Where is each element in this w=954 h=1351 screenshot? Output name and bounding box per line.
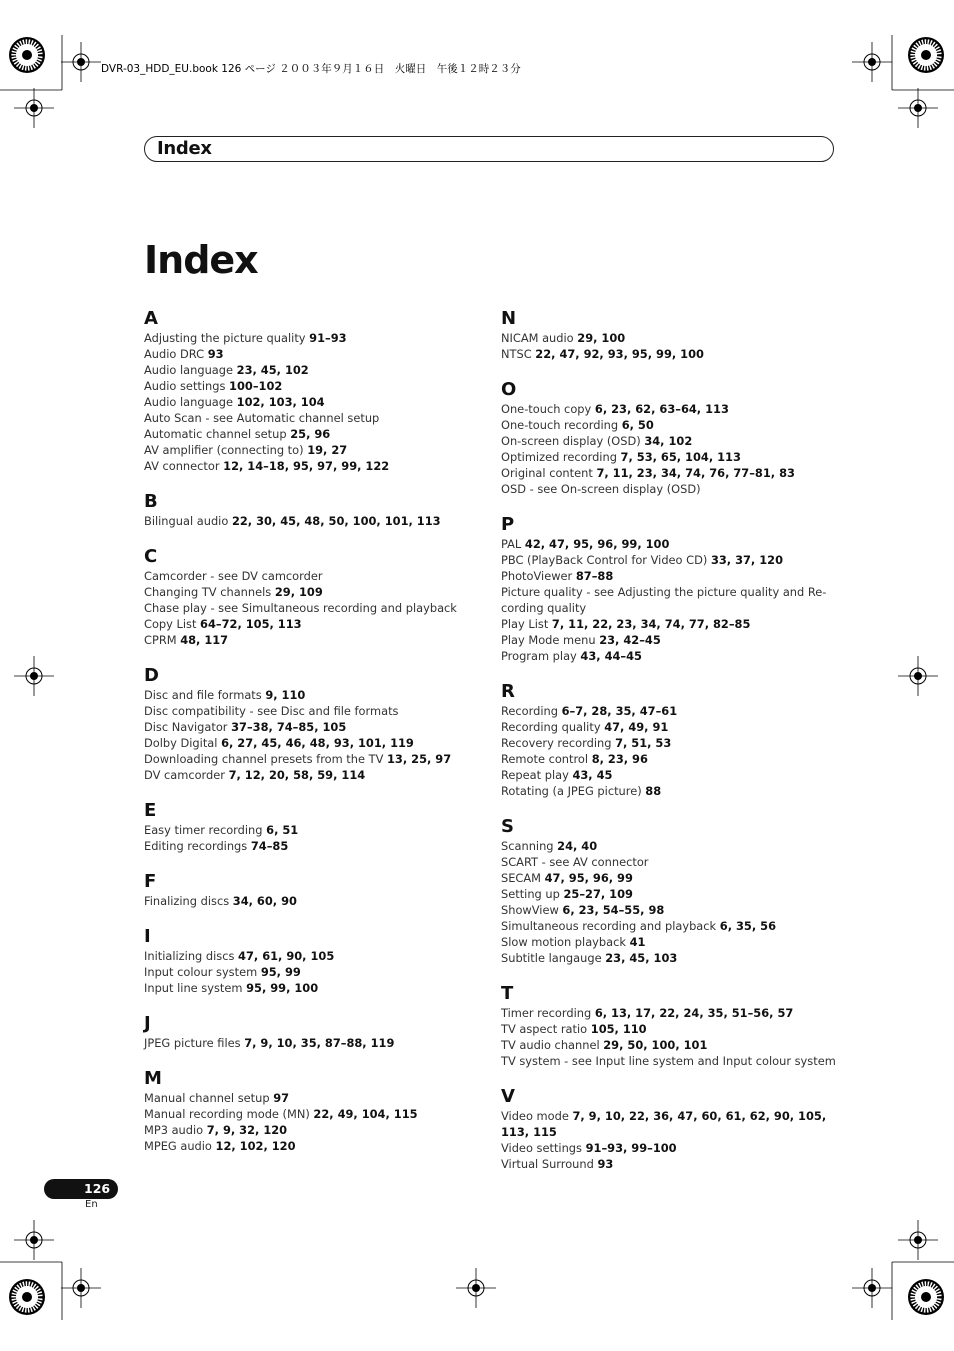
entry-term: Subtitle langauge xyxy=(501,951,606,965)
entry-term: Play Mode menu xyxy=(501,633,600,647)
index-entry xyxy=(501,1156,837,1172)
entry-pages: 87–88 xyxy=(575,569,614,583)
entry-pages: 43, 44–45 xyxy=(580,649,642,663)
entry-pages: 95, 99, 100 xyxy=(246,981,319,995)
entry-term: Rotating (a JPEG picture) xyxy=(501,784,646,798)
index-entry xyxy=(144,703,480,719)
entry-term: MPEG audio xyxy=(144,1139,216,1153)
entry-term: Input line system xyxy=(144,981,247,995)
index-entry xyxy=(144,1106,480,1122)
entry-pages: 22, 30, 45, 48, 50, 100, 101, 113 xyxy=(231,514,441,528)
index-entry xyxy=(501,854,837,870)
index-entry xyxy=(501,918,837,934)
section-header-title: Index xyxy=(157,138,212,159)
index-entry xyxy=(144,893,480,909)
section-letter: V xyxy=(501,1086,515,1107)
index-section-a xyxy=(144,308,480,474)
entry-pages: 6, 13, 17, 22, 24, 35, 51–56, 57 xyxy=(594,1006,794,1020)
entry-term: JPEG picture files xyxy=(144,1036,245,1050)
entry-pages: 6, 23, 62, 63–64, 113 xyxy=(594,402,729,416)
entry-pages: 22, 49, 104, 115 xyxy=(313,1107,418,1121)
index-entry xyxy=(144,568,480,584)
index-section-v xyxy=(501,1086,837,1172)
entry-term: Timer recording xyxy=(501,1006,595,1020)
entry-pages: 6, 51 xyxy=(266,823,299,837)
entry-pages: 22, 47, 92, 93, 95, 99, 100 xyxy=(535,347,704,361)
entry-pages: 42, 47, 95, 96, 99, 100 xyxy=(524,537,670,551)
index-entry xyxy=(144,719,480,735)
entry-pages: 7, 51, 53 xyxy=(615,736,672,750)
entry-term: Remote control xyxy=(501,752,592,766)
index-entry xyxy=(501,1005,837,1021)
entry-pages: 34, 60, 90 xyxy=(232,894,297,908)
index-entry xyxy=(144,362,480,378)
index-entry xyxy=(501,433,837,449)
section-letter: M xyxy=(144,1068,162,1089)
index-entry xyxy=(144,980,480,996)
index-entry xyxy=(144,346,480,362)
index-entry xyxy=(144,616,480,632)
index-entry xyxy=(144,838,480,854)
index-entry xyxy=(144,426,480,442)
entry-pages: 95, 99 xyxy=(260,965,301,979)
entry-pages: 23, 45, 102 xyxy=(236,363,309,377)
index-entry xyxy=(501,465,837,481)
entry-term: PBC (PlayBack Control for Video CD) xyxy=(501,553,711,567)
entry-pages: 7, 11, 23, 34, 74, 76, 77–81, 83 xyxy=(596,466,795,480)
entry-pages: 6, 23, 54–55, 98 xyxy=(562,903,665,917)
entry-term: Original content xyxy=(501,466,597,480)
entry-pages: 6, 35, 56 xyxy=(719,919,776,933)
entry-pages: 7, 9, 10, 35, 87–88, 119 xyxy=(244,1036,395,1050)
entry-pages: 93 xyxy=(597,1157,614,1171)
entry-pages: 7, 53, 65, 104, 113 xyxy=(620,450,741,464)
entry-term: Picture quality - see Adjusting the picture quality and Re-cording quality xyxy=(501,585,827,615)
entry-term: Initializing discs xyxy=(144,949,239,963)
entry-pages: 7, 11, 22, 23, 34, 74, 77, 82–85 xyxy=(551,617,751,631)
index-entry xyxy=(144,584,480,600)
entry-pages: 74–85 xyxy=(250,839,289,853)
entry-pages: 12, 102, 120 xyxy=(215,1139,296,1153)
entry-pages: 100–102 xyxy=(229,379,283,393)
entry-term: NTSC xyxy=(501,347,536,361)
index-entry xyxy=(501,1053,837,1069)
entry-pages: 47, 61, 90, 105 xyxy=(238,949,335,963)
index-entry xyxy=(501,449,837,465)
entry-term: TV aspect ratio xyxy=(501,1022,591,1036)
entry-term: Auto Scan - see Automatic channel setup xyxy=(144,411,380,425)
index-entry xyxy=(144,600,480,616)
index-entry xyxy=(501,552,837,568)
index-section-m xyxy=(144,1068,480,1154)
entry-pages: 6, 50 xyxy=(621,418,654,432)
entry-pages: 29, 109 xyxy=(274,585,323,599)
entry-term: Play List xyxy=(501,617,552,631)
entry-term: AV connector xyxy=(144,459,224,473)
section-header-bar xyxy=(144,136,834,162)
index-entry xyxy=(501,568,837,584)
entry-pages: 48, 117 xyxy=(180,633,229,647)
entry-term: Copy List xyxy=(144,617,201,631)
index-entry xyxy=(144,948,480,964)
entry-term: Program play xyxy=(501,649,581,663)
entry-pages: 19, 27 xyxy=(307,443,348,457)
entry-term: PhotoViewer xyxy=(501,569,576,583)
entry-term: Setting up xyxy=(501,887,564,901)
entry-term: Audio language xyxy=(144,363,237,377)
entry-pages: 25, 96 xyxy=(290,427,331,441)
entry-pages: 9, 110 xyxy=(265,688,306,702)
section-letter: B xyxy=(144,491,158,512)
entry-pages: 34, 102 xyxy=(644,434,693,448)
index-entry xyxy=(501,719,837,735)
index-section-s xyxy=(501,816,837,966)
entry-pages: 25–27, 109 xyxy=(563,887,633,901)
index-entry xyxy=(144,822,480,838)
entry-term: TV audio channel xyxy=(501,1038,604,1052)
index-entry xyxy=(501,616,837,632)
entry-pages: 8, 23, 96 xyxy=(591,752,648,766)
section-letter: E xyxy=(144,800,157,821)
index-entry xyxy=(144,410,480,426)
index-entry xyxy=(501,584,837,616)
entry-pages: 29, 50, 100, 101 xyxy=(603,1038,708,1052)
section-letter: J xyxy=(144,1013,151,1034)
section-letter: D xyxy=(144,665,159,686)
entry-term: Recording quality xyxy=(501,720,605,734)
index-entry xyxy=(144,1035,480,1051)
index-entry xyxy=(501,886,837,902)
entry-pages: 47, 49, 91 xyxy=(604,720,669,734)
section-letter: S xyxy=(501,816,514,837)
page-number: 126 xyxy=(84,1181,111,1196)
entry-pages: 91–93 xyxy=(309,331,347,345)
index-section-p xyxy=(501,514,837,664)
index-entry xyxy=(144,378,480,394)
entry-term: MP3 audio xyxy=(144,1123,207,1137)
entry-term: Changing TV channels xyxy=(144,585,275,599)
entry-term: On-screen display (OSD) xyxy=(501,434,645,448)
index-entry xyxy=(501,838,837,854)
section-letter: A xyxy=(144,308,158,329)
entry-term: Manual recording mode (MN) xyxy=(144,1107,314,1121)
entry-pages: 102, 103, 104 xyxy=(236,395,325,409)
entry-term: ShowView xyxy=(501,903,563,917)
entry-term: Recovery recording xyxy=(501,736,616,750)
index-section-t xyxy=(501,983,837,1069)
index-entry xyxy=(144,767,480,783)
entry-term: Video settings xyxy=(501,1141,586,1155)
index-column-right xyxy=(501,308,837,1189)
index-section-n xyxy=(501,308,837,362)
entry-term: Camcorder - see DV camcorder xyxy=(144,569,323,583)
entry-pages: 93 xyxy=(207,347,224,361)
entry-term: Finalizing discs xyxy=(144,894,233,908)
index-entry xyxy=(144,458,480,474)
entry-term: Scanning xyxy=(501,839,558,853)
entry-term: NICAM audio xyxy=(501,331,578,345)
entry-term: Disc Navigator xyxy=(144,720,232,734)
entry-pages: 23, 45, 103 xyxy=(605,951,678,965)
index-section-e xyxy=(144,800,480,854)
entry-term: TV system - see Input line system and Input colour system xyxy=(501,1054,836,1068)
section-letter: C xyxy=(144,546,158,567)
index-entry xyxy=(501,783,837,799)
entry-term: Audio language xyxy=(144,395,237,409)
index-entry xyxy=(501,902,837,918)
index-entry xyxy=(501,401,837,417)
section-letter: N xyxy=(501,308,517,329)
index-entry xyxy=(144,1122,480,1138)
section-letter: O xyxy=(501,379,517,400)
index-entry xyxy=(144,1138,480,1154)
entry-term: DV camcorder xyxy=(144,768,229,782)
entry-pages: 6, 27, 45, 46, 48, 93, 101, 119 xyxy=(221,736,414,750)
index-entry xyxy=(144,964,480,980)
index-entry xyxy=(144,394,480,410)
section-letter: F xyxy=(144,871,157,892)
entry-pages: 7, 9, 32, 120 xyxy=(206,1123,288,1137)
section-letter: I xyxy=(144,926,151,947)
index-section-c xyxy=(144,546,480,648)
entry-term: SECAM xyxy=(501,871,545,885)
entry-term: SCART - see AV connector xyxy=(501,855,649,869)
index-entry xyxy=(501,735,837,751)
entry-term: Simultaneous recording and playback xyxy=(501,919,720,933)
entry-term: Chase play - see Simultaneous recording and playback xyxy=(144,601,457,615)
entry-term: Manual channel setup xyxy=(144,1091,274,1105)
page-title: Index xyxy=(144,238,258,282)
entry-pages: 105, 110 xyxy=(590,1022,647,1036)
entry-term: Audio settings xyxy=(144,379,230,393)
entry-pages: 6–7, 28, 35, 47–61 xyxy=(561,704,678,718)
entry-pages: 64–72, 105, 113 xyxy=(200,617,302,631)
index-entry xyxy=(501,481,837,497)
entry-term: Repeat play xyxy=(501,768,573,782)
entry-pages: 24, 40 xyxy=(557,839,598,853)
entry-term: Audio DRC xyxy=(144,347,208,361)
entry-term: Disc and file formats xyxy=(144,688,266,702)
entry-pages: 41 xyxy=(629,935,646,949)
index-entry xyxy=(501,1140,837,1156)
index-section-b xyxy=(144,491,480,529)
page-number-badge xyxy=(44,1179,118,1199)
entry-term: Video mode xyxy=(501,1109,573,1123)
index-entry xyxy=(501,934,837,950)
index-entry xyxy=(144,751,480,767)
entry-term: Adjusting the picture quality xyxy=(144,331,310,345)
index-section-f xyxy=(144,871,480,909)
index-section-r xyxy=(501,681,837,799)
index-entry xyxy=(501,870,837,886)
index-entry xyxy=(501,1021,837,1037)
entry-term: Dolby Digital xyxy=(144,736,222,750)
page-language: En xyxy=(85,1199,98,1210)
section-letter: P xyxy=(501,514,515,535)
index-entry xyxy=(501,1108,837,1140)
entry-pages: 12, 14–18, 95, 97, 99, 122 xyxy=(223,459,390,473)
entry-pages: 97 xyxy=(273,1091,290,1105)
index-column-left xyxy=(144,308,480,1171)
index-entry xyxy=(501,648,837,664)
entry-pages: 47, 95, 96, 99 xyxy=(544,871,633,885)
index-entry xyxy=(501,632,837,648)
entry-pages: 7, 12, 20, 58, 59, 114 xyxy=(228,768,366,782)
section-letter: R xyxy=(501,681,515,702)
index-entry xyxy=(501,330,837,346)
entry-term: One-touch copy xyxy=(501,402,595,416)
entry-term: Easy timer recording xyxy=(144,823,267,837)
entry-pages: 13, 25, 97 xyxy=(387,752,452,766)
index-section-i xyxy=(144,926,480,996)
entry-pages: 29, 100 xyxy=(577,331,626,345)
entry-pages: 91–93, 99–100 xyxy=(585,1141,677,1155)
index-entry xyxy=(501,536,837,552)
entry-term: Optimized recording xyxy=(501,450,621,464)
index-section-o xyxy=(501,379,837,497)
entry-term: Disc compatibility - see Disc and file formats xyxy=(144,704,399,718)
entry-term: CPRM xyxy=(144,633,181,647)
entry-term: Virtual Surround xyxy=(501,1157,598,1171)
entry-term: One-touch recording xyxy=(501,418,622,432)
entry-term: PAL xyxy=(501,537,525,551)
index-entry xyxy=(501,703,837,719)
index-entry xyxy=(501,751,837,767)
entry-term: Recording xyxy=(501,704,562,718)
entry-term: Automatic channel setup xyxy=(144,427,291,441)
print-header: DVR-03_HDD_EU.book 126 ページ ２００３年９月１６日 火曜日 午後１２時２３分 xyxy=(101,63,521,75)
entry-term: Slow motion playback xyxy=(501,935,630,949)
entry-term: Editing recordings xyxy=(144,839,251,853)
entry-term: AV amplifier (connecting to) xyxy=(144,443,308,457)
entry-term: Input colour system xyxy=(144,965,261,979)
index-entry xyxy=(144,735,480,751)
entry-pages: 23, 42–45 xyxy=(599,633,661,647)
entry-term: Bilingual audio xyxy=(144,514,232,528)
entry-pages: 7, 9, 10, 22, 36, 47, 60, 61, 62, 90, 105, 113, 115 xyxy=(501,1109,827,1139)
index-entry xyxy=(144,442,480,458)
index-entry xyxy=(144,1090,480,1106)
index-entry xyxy=(501,1037,837,1053)
index-entry xyxy=(501,767,837,783)
index-entry xyxy=(144,632,480,648)
entry-term: OSD - see On-screen display (OSD) xyxy=(501,482,701,496)
section-letter: T xyxy=(501,983,514,1004)
index-section-j xyxy=(144,1013,480,1051)
index-section-d xyxy=(144,665,480,783)
index-entry xyxy=(501,417,837,433)
index-entry xyxy=(144,687,480,703)
entry-pages: 33, 37, 120 xyxy=(710,553,784,567)
index-entry xyxy=(501,346,837,362)
entry-pages: 37–38, 74–85, 105 xyxy=(231,720,347,734)
index-entry xyxy=(144,330,480,346)
entry-pages: 88 xyxy=(645,784,662,798)
index-entry xyxy=(144,513,480,529)
entry-term: Downloading channel presets from the TV xyxy=(144,752,387,766)
index-entry xyxy=(501,950,837,966)
entry-pages: 43, 45 xyxy=(572,768,613,782)
